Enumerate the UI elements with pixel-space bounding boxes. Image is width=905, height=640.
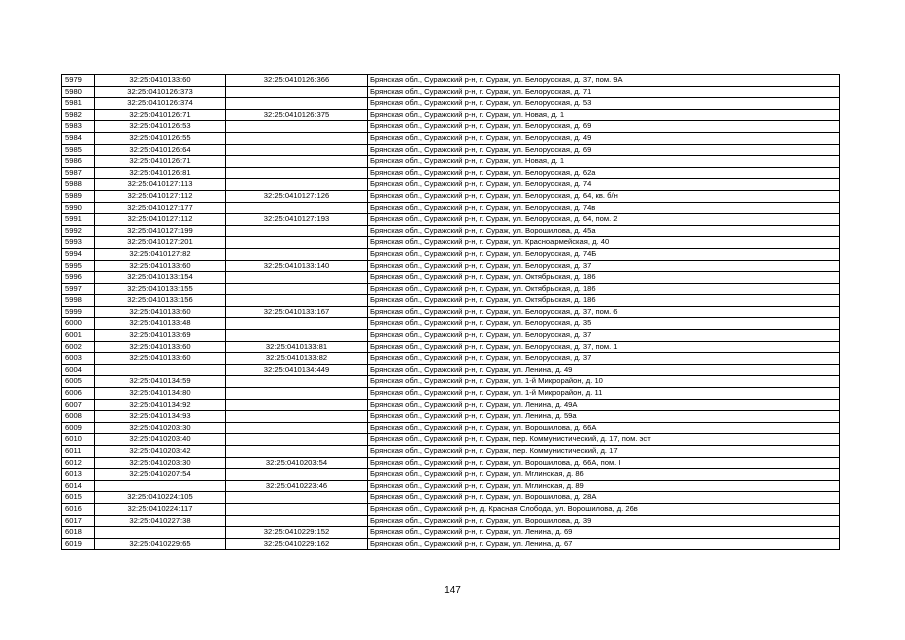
object-cadastral-number-cell [226, 121, 368, 133]
address-cell: Брянская обл., Суражский р-н, г. Сураж, ул. Ленина, д. 59а [368, 411, 840, 423]
object-cadastral-number-cell: 32:25:0410133:82 [226, 353, 368, 365]
table-row [62, 376, 840, 388]
row-number-cell: 6009 [62, 422, 95, 434]
table-row [62, 353, 840, 365]
address-cell: Брянская обл., Суражский р-н, г. Сураж, ул. Белорусская, д. 74в [368, 202, 840, 214]
table-row [62, 538, 840, 550]
address-cell: Брянская обл., Суражский р-н, г. Сураж, ул. Новая, д. 1 [368, 156, 840, 168]
address-cell: Брянская обл., Суражский р-н, г. Сураж, ул. Мглинская, д. 89 [368, 480, 840, 492]
parcel-cadastral-number-cell: 32:25:0410133:155 [95, 283, 226, 295]
object-cadastral-number-cell [226, 446, 368, 458]
parcel-cadastral-number-cell: 32:25:0410203:30 [95, 457, 226, 469]
address-cell: Брянская обл., Суражский р-н, г. Сураж, ул. Ленина, д. 67 [368, 538, 840, 550]
object-cadastral-number-cell [226, 492, 368, 504]
row-number-cell: 6008 [62, 411, 95, 423]
parcel-cadastral-number-cell: 32:25:0410127:199 [95, 225, 226, 237]
table-row [62, 422, 840, 434]
parcel-cadastral-number-cell: 32:25:0410134:92 [95, 399, 226, 411]
row-number-cell: 6000 [62, 318, 95, 330]
row-number-cell: 6015 [62, 492, 95, 504]
row-number-cell: 5989 [62, 190, 95, 202]
table-row [62, 446, 840, 458]
object-cadastral-number-cell: 32:25:0410127:193 [226, 214, 368, 226]
address-cell: Брянская обл., Суражский р-н, г. Сураж, ул. Октябрьская, д. 186 [368, 283, 840, 295]
table-row [62, 330, 840, 342]
table-row [62, 144, 840, 156]
parcel-cadastral-number-cell: 32:25:0410133:69 [95, 330, 226, 342]
object-cadastral-number-cell [226, 330, 368, 342]
row-number-cell: 6019 [62, 538, 95, 550]
address-cell: Брянская обл., Суражский р-н, г. Сураж, ул. Ворошилова, д. 28А [368, 492, 840, 504]
parcel-cadastral-number-cell: 32:25:0410207:54 [95, 469, 226, 481]
row-number-cell: 5985 [62, 144, 95, 156]
parcel-cadastral-number-cell: 32:25:0410127:177 [95, 202, 226, 214]
parcel-cadastral-number-cell: 32:25:0410134:80 [95, 388, 226, 400]
object-cadastral-number-cell [226, 272, 368, 284]
table-row [62, 260, 840, 272]
row-number-cell: 6002 [62, 341, 95, 353]
object-cadastral-number-cell: 32:25:0410229:152 [226, 527, 368, 539]
address-cell: Брянская обл., Суражский р-н, г. Сураж, ул. Ворошилова, д. 66А [368, 422, 840, 434]
row-number-cell: 6007 [62, 399, 95, 411]
table-row [62, 86, 840, 98]
parcel-cadastral-number-cell: 32:25:0410229:65 [95, 538, 226, 550]
object-cadastral-number-cell: 32:25:0410223:46 [226, 480, 368, 492]
row-number-cell: 6003 [62, 353, 95, 365]
row-number-cell: 6016 [62, 503, 95, 515]
row-number-cell: 5982 [62, 109, 95, 121]
parcel-cadastral-number-cell: 32:25:0410126:71 [95, 156, 226, 168]
row-number-cell: 5980 [62, 86, 95, 98]
row-number-cell: 6014 [62, 480, 95, 492]
table-row [62, 492, 840, 504]
address-cell: Брянская обл., Суражский р-н, г. Сураж, ул. 1-й Микрорайон, д. 11 [368, 388, 840, 400]
object-cadastral-number-cell [226, 144, 368, 156]
row-number-cell: 6011 [62, 446, 95, 458]
address-cell: Брянская обл., Суражский р-н, г. Сураж, ул. Белорусская, д. 37, пом. 9А [368, 75, 840, 87]
table-row [62, 248, 840, 260]
parcel-cadastral-number-cell: 32:25:0410126:53 [95, 121, 226, 133]
address-cell: Брянская обл., Суражский р-н, г. Сураж, ул. Ленина, д. 49А [368, 399, 840, 411]
address-cell: Брянская обл., Суражский р-н, г. Сураж, ул. Ворошилова, д. 45а [368, 225, 840, 237]
row-number-cell: 6006 [62, 388, 95, 400]
row-number-cell: 5996 [62, 272, 95, 284]
object-cadastral-number-cell: 32:25:0410229:162 [226, 538, 368, 550]
table-row [62, 237, 840, 249]
parcel-cadastral-number-cell: 32:25:0410224:117 [95, 503, 226, 515]
table-row [62, 272, 840, 284]
table-row [62, 190, 840, 202]
parcel-cadastral-number-cell: 32:25:0410133:60 [95, 341, 226, 353]
row-number-cell: 5986 [62, 156, 95, 168]
object-cadastral-number-cell [226, 422, 368, 434]
parcel-cadastral-number-cell [95, 364, 226, 376]
parcel-cadastral-number-cell: 32:25:0410134:59 [95, 376, 226, 388]
row-number-cell: 5992 [62, 225, 95, 237]
object-cadastral-number-cell [226, 515, 368, 527]
table-row [62, 225, 840, 237]
address-cell: Брянская обл., Суражский р-н, г. Сураж, ул. Белорусская, д. 37, пом. 6 [368, 306, 840, 318]
table-row [62, 388, 840, 400]
page-number: 147 [444, 585, 461, 596]
parcel-cadastral-number-cell: 32:25:0410127:113 [95, 179, 226, 191]
address-cell: Брянская обл., Суражский р-н, г. Сураж, ул. Белорусская, д. 71 [368, 86, 840, 98]
object-cadastral-number-cell [226, 503, 368, 515]
table-row [62, 75, 840, 87]
row-number-cell: 5979 [62, 75, 95, 87]
object-cadastral-number-cell [226, 132, 368, 144]
parcel-cadastral-number-cell: 32:25:0410126:374 [95, 98, 226, 110]
row-number-cell: 5984 [62, 132, 95, 144]
table-row [62, 515, 840, 527]
row-number-cell: 6017 [62, 515, 95, 527]
parcel-cadastral-number-cell [95, 527, 226, 539]
row-number-cell: 6001 [62, 330, 95, 342]
row-number-cell: 6018 [62, 527, 95, 539]
row-number-cell: 5991 [62, 214, 95, 226]
parcel-cadastral-number-cell: 32:25:0410224:105 [95, 492, 226, 504]
row-number-cell: 5994 [62, 248, 95, 260]
object-cadastral-number-cell: 32:25:0410133:140 [226, 260, 368, 272]
parcel-cadastral-number-cell: 32:25:0410134:93 [95, 411, 226, 423]
object-cadastral-number-cell [226, 98, 368, 110]
parcel-cadastral-number-cell: 32:25:0410126:64 [95, 144, 226, 156]
address-cell: Брянская обл., Суражский р-н, г. Сураж, ул. Ворошилова, д. 66А, пом. I [368, 457, 840, 469]
address-cell: Брянская обл., Суражский р-н, г. Сураж, ул. Белорусская, д. 74Б [368, 248, 840, 260]
row-number-cell: 5993 [62, 237, 95, 249]
parcel-cadastral-number-cell: 32:25:0410127:82 [95, 248, 226, 260]
table-row [62, 121, 840, 133]
object-cadastral-number-cell: 32:25:0410126:366 [226, 75, 368, 87]
object-cadastral-number-cell [226, 411, 368, 423]
object-cadastral-number-cell [226, 469, 368, 481]
address-cell: Брянская обл., Суражский р-н, г. Сураж, пер. Коммунистический, д. 17 [368, 446, 840, 458]
row-number-cell: 5981 [62, 98, 95, 110]
table-row [62, 98, 840, 110]
row-number-cell: 5988 [62, 179, 95, 191]
parcel-cadastral-number-cell: 32:25:0410126:71 [95, 109, 226, 121]
row-number-cell: 5997 [62, 283, 95, 295]
table-row [62, 527, 840, 539]
table-row [62, 364, 840, 376]
parcel-cadastral-number-cell: 32:25:0410133:156 [95, 295, 226, 307]
parcel-cadastral-number-cell: 32:25:0410133:48 [95, 318, 226, 330]
object-cadastral-number-cell: 32:25:0410133:167 [226, 306, 368, 318]
table-row [62, 434, 840, 446]
row-number-cell: 6005 [62, 376, 95, 388]
table-row [62, 306, 840, 318]
cadastral-registry-table [61, 74, 840, 550]
row-number-cell: 6013 [62, 469, 95, 481]
row-number-cell: 5987 [62, 167, 95, 179]
object-cadastral-number-cell [226, 388, 368, 400]
row-number-cell: 5990 [62, 202, 95, 214]
object-cadastral-number-cell: 32:25:0410133:81 [226, 341, 368, 353]
address-cell: Брянская обл., Суражский р-н, г. Сураж, ул. Белорусская, д. 69 [368, 144, 840, 156]
table-row [62, 399, 840, 411]
parcel-cadastral-number-cell: 32:25:0410133:60 [95, 75, 226, 87]
parcel-cadastral-number-cell: 32:25:0410126:373 [95, 86, 226, 98]
parcel-cadastral-number-cell: 32:25:0410127:112 [95, 190, 226, 202]
parcel-cadastral-number-cell: 32:25:0410203:42 [95, 446, 226, 458]
object-cadastral-number-cell [226, 167, 368, 179]
table-row [62, 109, 840, 121]
object-cadastral-number-cell [226, 156, 368, 168]
row-number-cell: 6012 [62, 457, 95, 469]
address-cell: Брянская обл., Суражский р-н, г. Сураж, ул. Белорусская, д. 37 [368, 353, 840, 365]
table-row [62, 503, 840, 515]
address-cell: Брянская обл., Суражский р-н, г. Сураж, ул. Новая, д. 1 [368, 109, 840, 121]
table-row [62, 457, 840, 469]
parcel-cadastral-number-cell: 32:25:0410133:154 [95, 272, 226, 284]
table-row [62, 167, 840, 179]
table-row [62, 214, 840, 226]
address-cell: Брянская обл., Суражский р-н, г. Сураж, ул. Белорусская, д. 64, кв. б/н [368, 190, 840, 202]
row-number-cell: 5983 [62, 121, 95, 133]
table-row [62, 179, 840, 191]
table-row [62, 341, 840, 353]
address-cell: Брянская обл., Суражский р-н, г. Сураж, ул. Октябрьская, д. 186 [368, 272, 840, 284]
address-cell: Брянская обл., Суражский р-н, г. Сураж, ул. Мглинская, д. 86 [368, 469, 840, 481]
table-row [62, 411, 840, 423]
parcel-cadastral-number-cell: 32:25:0410133:60 [95, 306, 226, 318]
table-row [62, 480, 840, 492]
parcel-cadastral-number-cell: 32:25:0410133:60 [95, 353, 226, 365]
address-cell: Брянская обл., Суражский р-н, г. Сураж, ул. Белорусская, д. 69 [368, 121, 840, 133]
table-row [62, 295, 840, 307]
table-row [62, 132, 840, 144]
object-cadastral-number-cell [226, 179, 368, 191]
table-row [62, 318, 840, 330]
object-cadastral-number-cell [226, 248, 368, 260]
table-row [62, 469, 840, 481]
address-cell: Брянская обл., Суражский р-н, г. Сураж, ул. Белорусская, д. 37, пом. 1 [368, 341, 840, 353]
address-cell: Брянская обл., Суражский р-н, г. Сураж, ул. Белорусская, д. 53 [368, 98, 840, 110]
object-cadastral-number-cell: 32:25:0410134:449 [226, 364, 368, 376]
row-number-cell: 6010 [62, 434, 95, 446]
parcel-cadastral-number-cell: 32:25:0410126:81 [95, 167, 226, 179]
address-cell: Брянская обл., Суражский р-н, г. Сураж, ул. Белорусская, д. 37 [368, 330, 840, 342]
address-cell: Брянская обл., Суражский р-н, г. Сураж, ул. Ленина, д. 69 [368, 527, 840, 539]
object-cadastral-number-cell [226, 202, 368, 214]
row-number-cell: 5995 [62, 260, 95, 272]
object-cadastral-number-cell [226, 318, 368, 330]
address-cell: Брянская обл., Суражский р-н, г. Сураж, ул. Ворошилова, д. 39 [368, 515, 840, 527]
address-cell: Брянская обл., Суражский р-н, г. Сураж, ул. Белорусская, д. 64, пом. 2 [368, 214, 840, 226]
object-cadastral-number-cell [226, 237, 368, 249]
row-number-cell: 6004 [62, 364, 95, 376]
table-row [62, 202, 840, 214]
address-cell: Брянская обл., Суражский р-н, г. Сураж, ул. Белорусская, д. 74 [368, 179, 840, 191]
parcel-cadastral-number-cell: 32:25:0410133:60 [95, 260, 226, 272]
address-cell: Брянская обл., Суражский р-н, г. Сураж, ул. Белорусская, д. 49 [368, 132, 840, 144]
address-cell: Брянская обл., Суражский р-н, г. Сураж, пер. Коммунистический, д. 17, пом. эст [368, 434, 840, 446]
row-number-cell: 5999 [62, 306, 95, 318]
table-row [62, 283, 840, 295]
address-cell: Брянская обл., Суражский р-н, г. Сураж, ул. Белорусская, д. 35 [368, 318, 840, 330]
object-cadastral-number-cell [226, 399, 368, 411]
address-cell: Брянская обл., Суражский р-н, г. Сураж, ул. 1-й Микрорайон, д. 10 [368, 376, 840, 388]
object-cadastral-number-cell: 32:25:0410126:375 [226, 109, 368, 121]
object-cadastral-number-cell [226, 434, 368, 446]
parcel-cadastral-number-cell: 32:25:0410127:201 [95, 237, 226, 249]
parcel-cadastral-number-cell: 32:25:0410203:30 [95, 422, 226, 434]
table-row [62, 156, 840, 168]
parcel-cadastral-number-cell: 32:25:0410126:55 [95, 132, 226, 144]
parcel-cadastral-number-cell: 32:25:0410203:40 [95, 434, 226, 446]
registry-table-body [62, 75, 840, 550]
address-cell: Брянская обл., Суражский р-н, г. Сураж, ул. Ленина, д. 49 [368, 364, 840, 376]
object-cadastral-number-cell: 32:25:0410127:126 [226, 190, 368, 202]
parcel-cadastral-number-cell: 32:25:0410127:112 [95, 214, 226, 226]
object-cadastral-number-cell: 32:25:0410203:54 [226, 457, 368, 469]
row-number-cell: 5998 [62, 295, 95, 307]
address-cell: Брянская обл., Суражский р-н, г. Сураж, ул. Октябрьская, д. 186 [368, 295, 840, 307]
parcel-cadastral-number-cell [95, 480, 226, 492]
address-cell: Брянская обл., Суражский р-н, д. Красная Слобода, ул. Ворошилова, д. 26в [368, 503, 840, 515]
address-cell: Брянская обл., Суражский р-н, г. Сураж, ул. Белорусская, д. 62а [368, 167, 840, 179]
object-cadastral-number-cell [226, 295, 368, 307]
object-cadastral-number-cell [226, 225, 368, 237]
object-cadastral-number-cell [226, 86, 368, 98]
object-cadastral-number-cell [226, 283, 368, 295]
address-cell: Брянская обл., Суражский р-н, г. Сураж, ул. Белорусская, д. 37 [368, 260, 840, 272]
address-cell: Брянская обл., Суражский р-н, г. Сураж, ул. Красноармейская, д. 40 [368, 237, 840, 249]
object-cadastral-number-cell [226, 376, 368, 388]
parcel-cadastral-number-cell: 32:25:0410227:38 [95, 515, 226, 527]
